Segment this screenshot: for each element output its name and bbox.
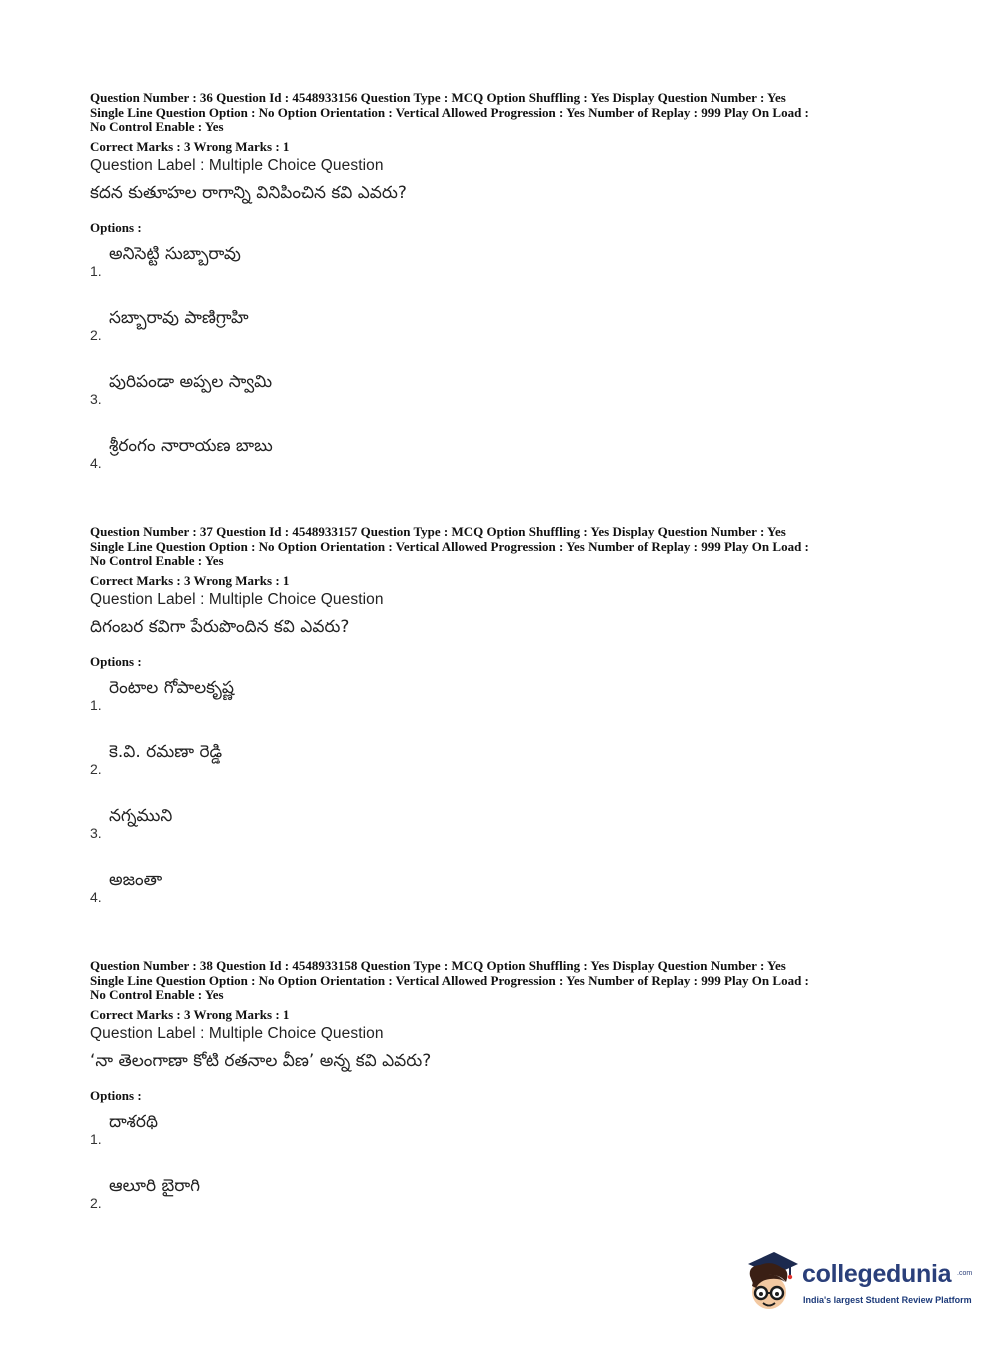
question-label: Question Label : Multiple Choice Question bbox=[90, 590, 384, 608]
question-text: ‘నా తెలంగాణా కోటి రతనాల వీణ’ అన్న కవి ఎవరు? bbox=[90, 1050, 432, 1071]
question-label: Question Label : Multiple Choice Question bbox=[90, 1024, 384, 1042]
question-block-36 bbox=[90, 91, 930, 491]
collegedunia-logo[interactable] bbox=[742, 1248, 972, 1316]
option-number: 3. bbox=[90, 390, 102, 407]
student-mascot-icon bbox=[742, 1248, 800, 1314]
option-number: 2. bbox=[90, 760, 102, 777]
option-2[interactable] bbox=[90, 733, 930, 797]
option-number: 2. bbox=[90, 326, 102, 343]
option-text: అనిసెట్టి సుబ్బారావు bbox=[109, 243, 241, 264]
option-3[interactable] bbox=[90, 363, 930, 427]
question-block-37 bbox=[90, 525, 930, 925]
marks-line: Correct Marks : 3 Wrong Marks : 1 bbox=[90, 572, 290, 588]
option-number: 1. bbox=[90, 696, 102, 713]
option-text: పురిపండా అప్పల స్వామి bbox=[109, 371, 273, 392]
option-number: 4. bbox=[90, 454, 102, 471]
option-text: నగ్నముని bbox=[109, 805, 173, 826]
question-meta bbox=[90, 91, 930, 135]
logo-tld: .com bbox=[957, 1270, 973, 1277]
option-4[interactable] bbox=[90, 861, 930, 925]
question-text: కదన కుతూహల రాగాన్ని వినిపించిన కవి ఎవరు? bbox=[90, 182, 407, 203]
question-label: Question Label : Multiple Choice Question bbox=[90, 156, 384, 174]
option-text: కె.వి. రమణా రెడ్డి bbox=[109, 741, 223, 762]
meta-line-1: Question Number : 38 Question Id : 4548933158 Question Type : MCQ Option Shuffling : Yes Display Question Number : Yes bbox=[90, 958, 786, 973]
options-heading: Options : bbox=[90, 653, 142, 669]
option-number: 1. bbox=[90, 262, 102, 279]
option-1[interactable] bbox=[90, 1103, 930, 1167]
question-block-38 bbox=[90, 959, 930, 1231]
meta-line-2: Single Line Question Option : No Option Orientation : Vertical Allowed Progression : Yes Number of Replay : 999 Play On Load : bbox=[90, 538, 809, 554]
option-2[interactable] bbox=[90, 299, 930, 363]
option-1[interactable] bbox=[90, 669, 930, 733]
marks-line: Correct Marks : 3 Wrong Marks : 1 bbox=[90, 1006, 290, 1022]
option-text: దాశరథి bbox=[109, 1111, 158, 1132]
option-number: 2. bbox=[90, 1194, 102, 1211]
question-text: దిగంబర కవిగా పేరుపొందిన కవి ఎవరు? bbox=[90, 616, 350, 637]
question-meta bbox=[90, 959, 930, 1003]
options-heading: Options : bbox=[90, 1087, 142, 1103]
option-text: ఆలూరి బైరాగి bbox=[109, 1175, 201, 1196]
option-2[interactable] bbox=[90, 1167, 930, 1231]
meta-line-2: Single Line Question Option : No Option Orientation : Vertical Allowed Progression : Yes Number of Replay : 999 Play On Load : bbox=[90, 104, 809, 120]
option-1[interactable] bbox=[90, 235, 930, 299]
meta-line-3: No Control Enable : Yes bbox=[90, 987, 224, 1002]
option-text: అజంతా bbox=[109, 869, 163, 890]
meta-line-3: No Control Enable : Yes bbox=[90, 119, 224, 134]
option-4[interactable] bbox=[90, 427, 930, 491]
option-text: సబ్బారావు పాణిగ్రాహి bbox=[109, 307, 249, 328]
question-meta bbox=[90, 525, 930, 569]
logo-wordmark: collegedunia bbox=[802, 1260, 952, 1288]
meta-line-1: Question Number : 36 Question Id : 4548933156 Question Type : MCQ Option Shuffling : Yes Display Question Number : Yes bbox=[90, 90, 786, 105]
logo-tagline: India's largest Student Review Platform bbox=[803, 1295, 972, 1305]
option-text: శ్రీరంగం నారాయణ బాబు bbox=[109, 435, 273, 456]
options-heading: Options : bbox=[90, 219, 142, 235]
option-3[interactable] bbox=[90, 797, 930, 861]
option-number: 3. bbox=[90, 824, 102, 841]
meta-line-1: Question Number : 37 Question Id : 4548933157 Question Type : MCQ Option Shuffling : Yes Display Question Number : Yes bbox=[90, 524, 786, 539]
option-text: రెంటాల గోపాలకృష్ణ bbox=[109, 677, 234, 698]
marks-line: Correct Marks : 3 Wrong Marks : 1 bbox=[90, 138, 290, 154]
meta-line-2: Single Line Question Option : No Option Orientation : Vertical Allowed Progression : Yes Number of Replay : 999 Play On Load : bbox=[90, 972, 809, 988]
option-number: 4. bbox=[90, 888, 102, 905]
option-number: 1. bbox=[90, 1130, 102, 1147]
meta-line-3: No Control Enable : Yes bbox=[90, 553, 224, 568]
